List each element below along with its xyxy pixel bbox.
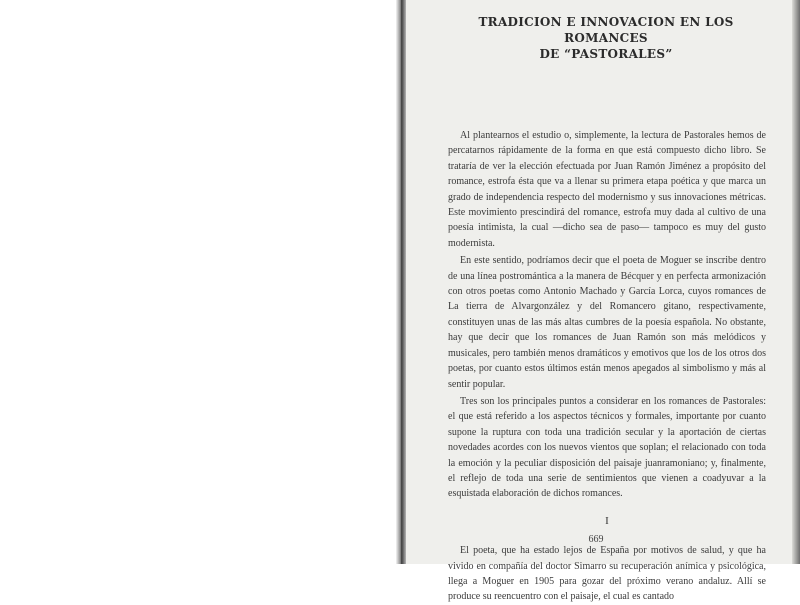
- chapter-title: [446, 14, 766, 62]
- section-number: I: [605, 514, 609, 527]
- title-line-2: DE “PASTORALES”: [539, 47, 673, 61]
- paragraph: En este sentido, podríamos decir que el poeta de Moguer se inscribe dentro de una línea postromántica a la manera de Bécquer y en perfecta armonización con otros poetas como Antonio Machado y García Lorca, cuyos romances de La tierra de Alvargonzález y del Romancero gitano, respectivamente, constituyen unas de las más altas cumbres de la poesía española. No obstante, hay que decir que los romances de Juan Ramón son más melódicos y musicales, pero también menos dramáticos y emotivos que los de los otros dos poetas, por cuanto estos últimos están menos apegados al simbolismo y más al sentir popular.: [448, 255, 766, 390]
- title-line-1: TRADICION E INNOVACION EN LOS ROMANCES: [478, 15, 734, 45]
- right-page: [406, 0, 800, 603]
- paragraph: El poeta, que ha estado lejos de España por motivos de salud, y que ha vivido en compañía del doctor Simarro su recuperación anímica y psicológica, llega a Moguer en 1905 para gozar del próximo verano andaluz. Allí se produce su reencuentro con el paisaje, el cual es cantado: [448, 545, 766, 603]
- blank-left-page: [0, 0, 400, 564]
- book-gutter: [396, 0, 406, 564]
- page-number: 669: [588, 534, 604, 545]
- paragraph: Tres son los principales puntos a considerar en los romances de Pastorales: el que está referido a los aspectos técnicos y formales, importante por cuanto supone la ruptura con toda una tradición secular y la aportación de ciertas novedades acordes con los nuevos vientos que soplan; el relacionado con toda la emoción y la peculiar disposición del paisaje juanramoniano; y, finalmente, el reflejo de toda una serie de sentimientos que vienen a coadyuvar a la esquistada elaboración de dichos romances.: [448, 395, 766, 500]
- paragraph: Al plantearnos el estudio o, simplemente, la lectura de Pastorales hemos de percatarnos rápidamente de la forma en que está compuesto dicho libro. Se trataría de ver la elección efectuada por Juan Ramón Jiménez a propósito del romance, estrofa ésta que va a llenar su primera etapa poética y que marca un grado de independencia respecto del modernismo y sus innovaciones métricas. Este movimiento prescindirá del romance, estrofa muy dada al cultivo de una poesía intimista, la cual —dicho sea de paso— tampoco es muy del gusto modernista.: [448, 130, 766, 249]
- page-edge-shadow: [792, 0, 800, 564]
